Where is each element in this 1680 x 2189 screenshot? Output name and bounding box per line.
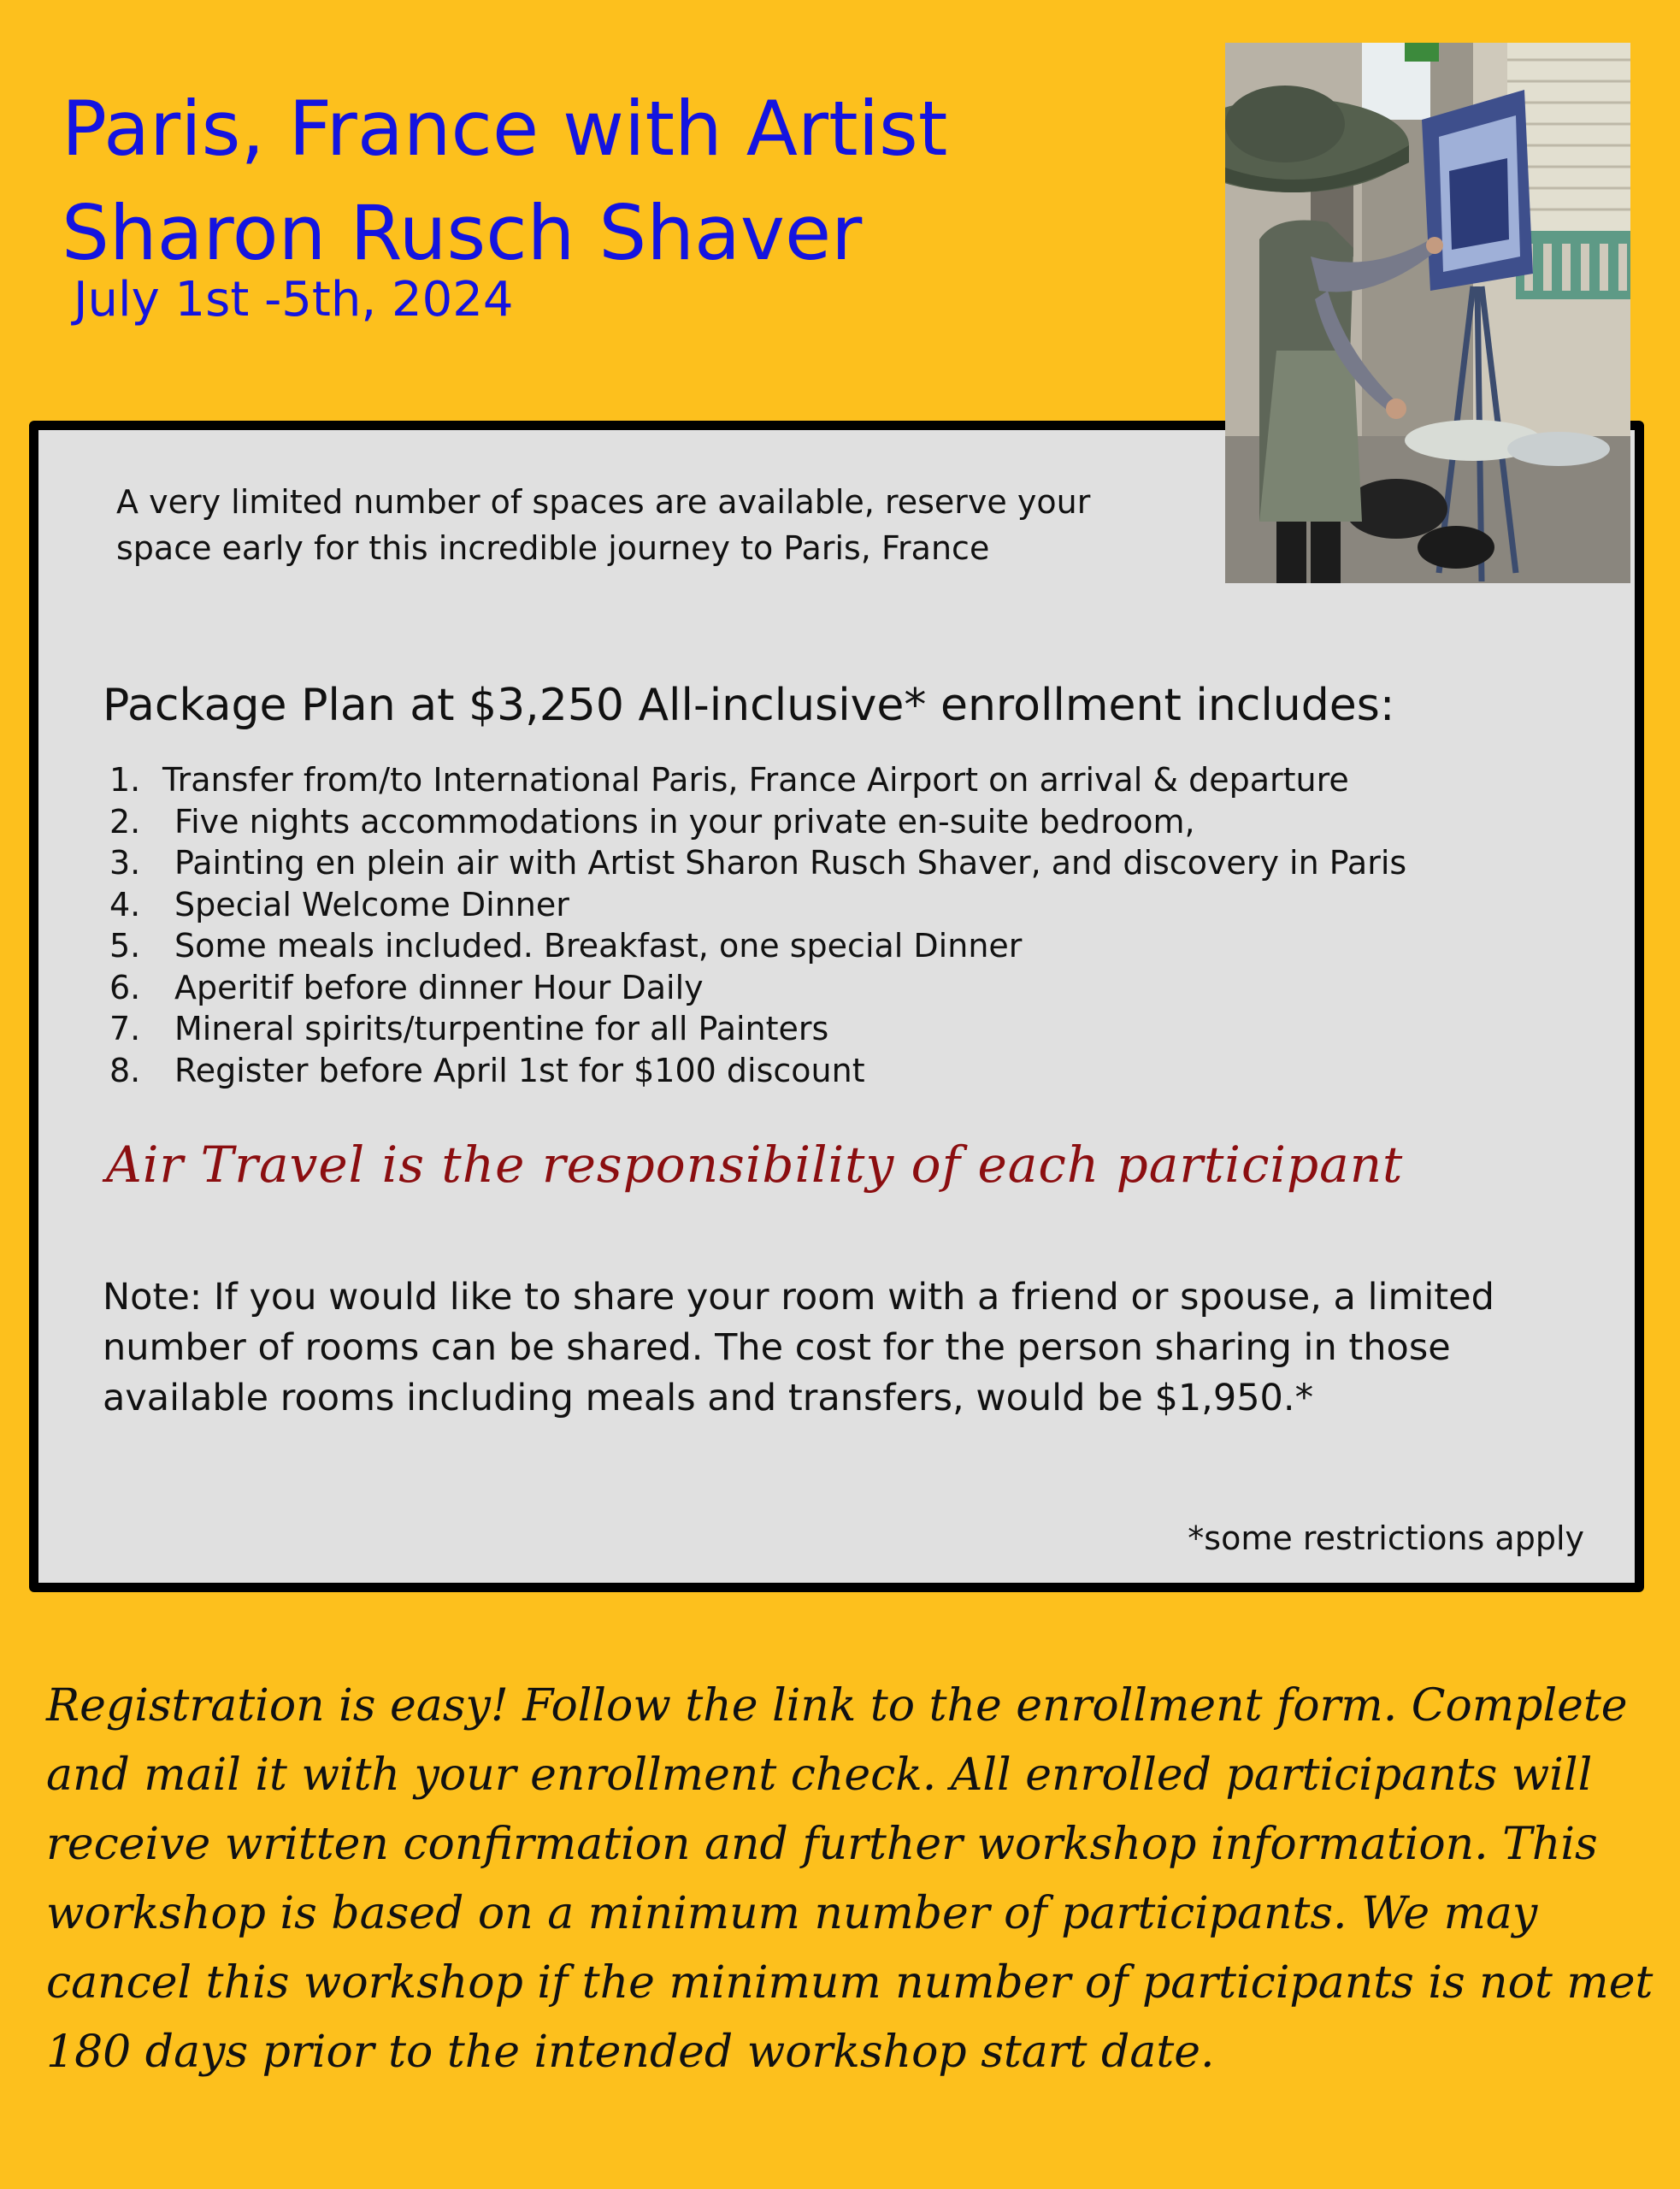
list-item: 2. Five nights accommodations in your private en-suite bedroom, [109, 802, 1195, 841]
included-items-list [109, 759, 1406, 1091]
list-item: 7. Mineral spirits/turpentine for all Painters [109, 1010, 829, 1047]
title-line-1: Paris, France with Artist [62, 85, 948, 173]
workshop-dates: July 1st -5th, 2024 [74, 272, 514, 327]
registration-info: Registration is easy! Follow the link to the enrollment form. Complete and mail it with your enrollment check. All enrolled participants will receive written confirmation and further workshop information. This workshop is based on a minimum number of participants. We may cancel this workshop if the minimum number of participants is not met 180 days prior to the intended workshop start date. [46, 1680, 1653, 2078]
list-item: 5. Some meals included. Breakfast, one special Dinner [109, 927, 1023, 965]
list-item: 1. Transfer from/to International Paris, France Airport on arrival & departure [109, 761, 1349, 799]
room-sharing-note: Note: If you would like to share your room with a friend or spouse, a limited number of rooms can be shared. The cost for the person sharing in those available rooms including meals and transfers, would be $1,950.* [103, 1276, 1494, 1419]
restrictions-note: *some restrictions apply [1188, 1519, 1584, 1557]
list-item: 4. Special Welcome Dinner [109, 885, 569, 923]
list-item: 6. Aperitif before dinner Hour Daily [109, 968, 704, 1006]
painter-at-easel-photo [1225, 43, 1630, 583]
intro-text: A very limited number of spaces are available, reserve your space early for this incredible journey to Paris, France [116, 483, 1091, 567]
title-line-2: Sharon Rusch Shaver [62, 189, 863, 277]
list-item: 3. Painting en plein air with Artist Sharon Rusch Shaver, and discovery in Paris [109, 844, 1407, 882]
list-item: 8. Register before April 1st for $100 discount [109, 1051, 865, 1089]
page-title [62, 77, 947, 286]
package-heading: Package Plan at $3,250 All-inclusive* enrollment includes: [103, 680, 1395, 731]
air-travel-notice: Air Travel is the responsibility of each participant [106, 1136, 1404, 1194]
